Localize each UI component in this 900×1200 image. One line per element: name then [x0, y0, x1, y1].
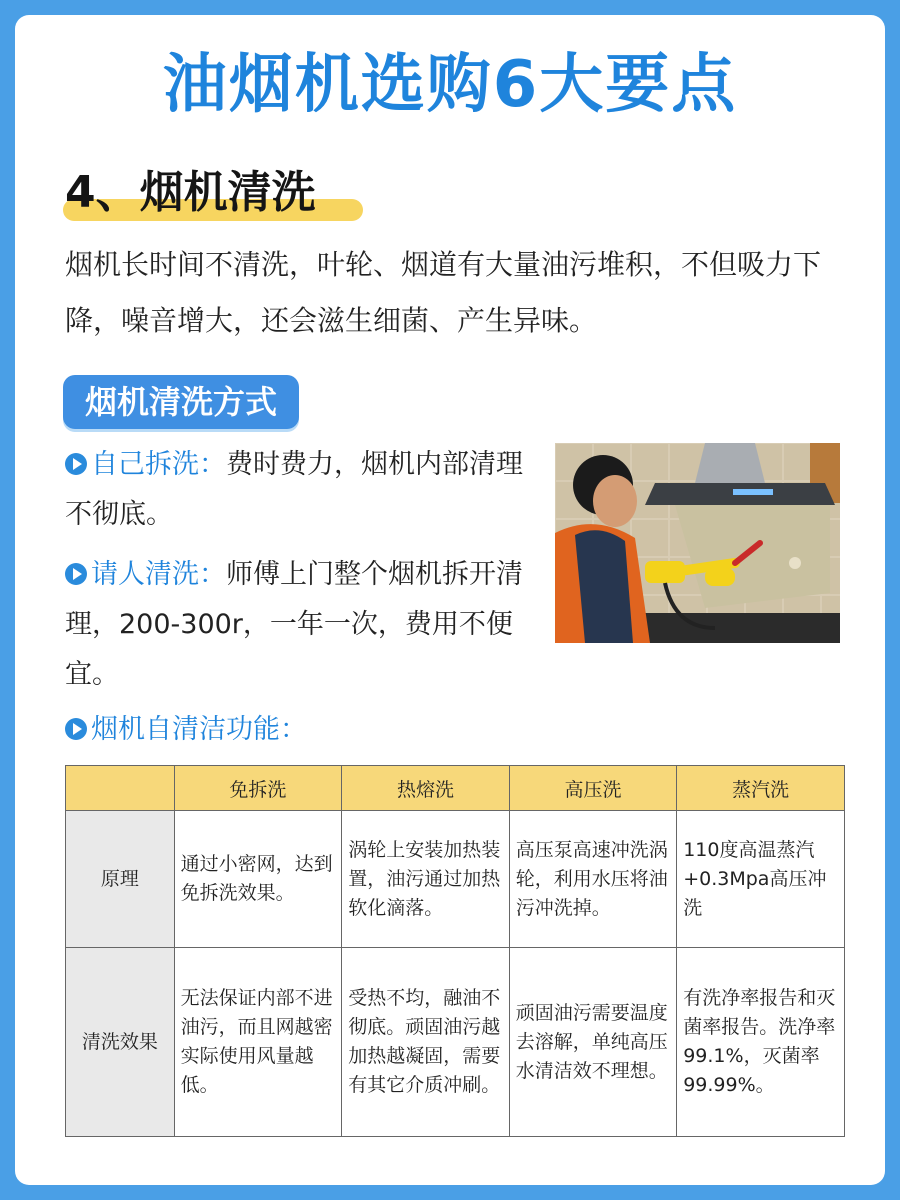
table-header-cell: 蒸汽洗 — [677, 766, 845, 811]
section-title: 4、烟机清洗 — [65, 167, 316, 218]
table-header-cell: 免拆洗 — [174, 766, 342, 811]
row-header-cell: 原理 — [66, 811, 175, 948]
table-cell: 高压泵高速冲洗涡轮，利用水压将油污冲洗掉。 — [509, 811, 677, 948]
cleaning-photo-illustration — [555, 443, 840, 643]
table-header-cell — [66, 766, 175, 811]
method-text: 师傅上门整个烟机拆开清理，200-300r，一年一次，费用不便宜。 — [65, 559, 523, 690]
self-clean-heading — [65, 710, 307, 750]
table-row — [66, 948, 845, 1137]
methods-heading: 烟机清洗方式 — [63, 375, 299, 429]
cleaning-photo — [555, 443, 840, 643]
table-row — [66, 811, 845, 948]
table-cell: 110度高温蒸汽+0.3Mpa高压冲洗 — [677, 811, 845, 948]
method-label: 请人清洗： — [91, 559, 226, 590]
method-label: 自己拆洗： — [91, 449, 226, 480]
table-header-cell: 热熔洗 — [342, 766, 510, 811]
self-clean-label: 烟机自清洁功能： — [91, 714, 307, 745]
row-header-cell: 清洗效果 — [66, 948, 175, 1137]
method-text: 费时费力，烟机内部清理不彻底。 — [65, 449, 523, 530]
table-cell: 受热不均，融油不彻底。顽固油污越加热越凝固，需要有其它介质冲刷。 — [342, 948, 510, 1137]
play-arrow-icon — [65, 718, 87, 740]
play-arrow-icon — [65, 563, 87, 585]
table-header-row — [66, 766, 845, 811]
section-heading — [63, 165, 316, 225]
method-item-hire — [65, 550, 535, 700]
table-cell: 有洗净率报告和灭菌率报告。洗净率99.1%，灭菌率99.99%。 — [677, 948, 845, 1137]
table-cell: 顽固油污需要温度去溶解，单纯高压水清洁效不理想。 — [509, 948, 677, 1137]
table-cell: 通过小密网，达到免拆洗效果。 — [174, 811, 342, 948]
page-title: 油烟机选购6大要点 — [162, 48, 738, 122]
play-arrow-icon — [65, 453, 87, 475]
content-card — [15, 15, 885, 1185]
intro-paragraph: 烟机长时间不清洗，叶轮、烟道有大量油污堆积，不但吸力下降，噪音增大，还会滋生细菌、产生异味。 — [65, 248, 822, 337]
table-cell: 无法保证内部不进油污，而且网越密实际使用风量越低。 — [174, 948, 342, 1137]
comparison-table — [65, 765, 845, 1137]
table-cell: 涡轮上安装加热装置，油污通过加热软化滴落。 — [342, 811, 510, 948]
table-header-cell: 高压洗 — [509, 766, 677, 811]
method-item-self — [65, 440, 535, 540]
